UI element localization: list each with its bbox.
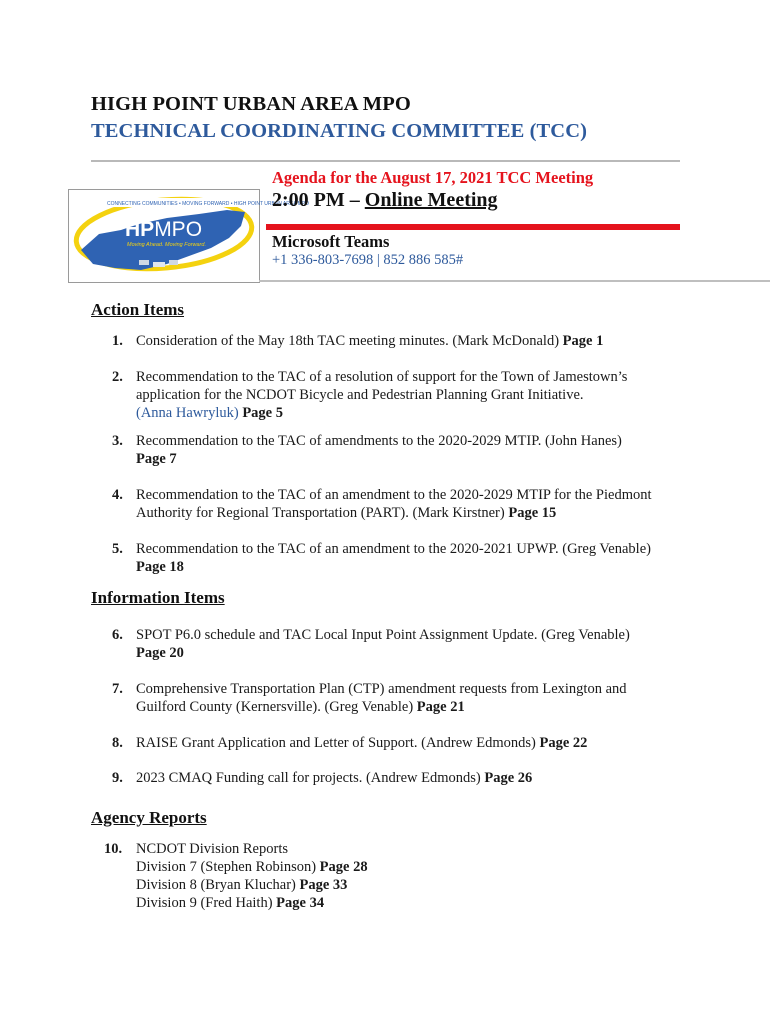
item-number: 10. <box>104 841 123 857</box>
item-text: Recommendation to the TAC of an amendment to the 2020-2029 MTIP for the Piedmont Authority for Regional Transportation (PART). (Mark Kirstner) <box>136 487 652 521</box>
item-text: Comprehensive Transportation Plan (CTP) amendment requests from Lexington and Guilford County (Kernersville). (Greg Venable) <box>136 681 627 715</box>
logo-graphic <box>69 190 310 282</box>
meeting-time-line <box>272 189 498 212</box>
meeting-divider <box>259 280 770 282</box>
logo-wordmark-mpo: MPO <box>154 218 203 241</box>
item-page: Page 33 <box>299 877 348 893</box>
item-text: NCDOT Division Reports <box>136 841 288 857</box>
item-page: Page 22 <box>539 735 588 751</box>
item-page: Page 21 <box>416 699 465 715</box>
division-report: Division 7 (Stephen Robinson) <box>136 859 317 875</box>
meeting-time: 2:00 PM – <box>272 189 360 211</box>
item-number: 8. <box>112 735 123 751</box>
item-number: 4. <box>112 487 123 503</box>
item-text: Consideration of the May 18th TAC meeting minutes. (Mark McDonald) <box>136 333 560 349</box>
item-text: Recommendation to the TAC of a resolution of support for the Town of Jamestown’s application for the NCDOT Bicycle and Pedestrian Planning Grant Initiative. <box>136 369 628 403</box>
item-presenter: (Anna Hawryluk) <box>136 405 239 421</box>
meeting-platform: Microsoft Teams <box>272 232 390 251</box>
item-number: 6. <box>112 627 123 643</box>
meeting-format: Online Meeting <box>364 189 498 211</box>
section-agency-reports: Agency Reports <box>91 808 207 827</box>
division-report: Division 9 (Fred Haith) <box>136 895 273 911</box>
hpmpo-logo <box>68 189 310 283</box>
section-action-items: Action Items <box>91 300 185 319</box>
agenda-date-line: Agenda for the August 17, 2021 TCC Meeting <box>272 168 594 187</box>
item-number: 5. <box>112 541 123 557</box>
item-text: Recommendation to the TAC of amendments to the 2020-2029 MTIP. (John Hanes) <box>136 433 622 449</box>
item-page: Page 26 <box>484 770 533 786</box>
item-page: Page 20 <box>136 645 184 661</box>
item-number: 1. <box>112 333 123 349</box>
item-text: Recommendation to the TAC of an amendment to the 2020-2021 UPWP. (Greg Venable) <box>136 541 651 557</box>
item-page: Page 7 <box>136 451 177 467</box>
svg-text:HPMPO <box>125 218 202 241</box>
item-page: Page 28 <box>319 859 368 875</box>
committee-title: TECHNICAL COORDINATING COMMITTEE (TCC) <box>91 120 588 142</box>
item-text: SPOT P6.0 schedule and TAC Local Input Point Assignment Update. (Greg Venable) <box>136 627 630 643</box>
logo-tagline: Moving Ahead. Moving Forward. <box>127 242 206 248</box>
accent-bar <box>266 224 680 230</box>
dial-in-number: +1 336-803-7698 | 852 886 585# <box>272 252 464 268</box>
item-text: 2023 CMAQ Funding call for projects. (Andrew Edmonds) <box>136 770 481 786</box>
organization-title: HIGH POINT URBAN AREA MPO <box>91 93 411 115</box>
item-number: 7. <box>112 681 123 697</box>
logo-wordmark-hp: HP <box>125 218 155 241</box>
division-report: Division 8 (Bryan Kluchar) <box>136 877 296 893</box>
item-number: 9. <box>112 770 123 786</box>
item-page: Page 5 <box>242 405 283 421</box>
item-text: RAISE Grant Application and Letter of Support. (Andrew Edmonds) <box>136 735 536 751</box>
section-information-items: Information Items <box>91 588 225 607</box>
header-divider <box>91 160 680 162</box>
item-page: Page 34 <box>276 895 325 911</box>
item-number: 2. <box>112 369 123 385</box>
item-page: Page 15 <box>508 505 557 521</box>
item-number: 3. <box>112 433 123 449</box>
item-page: Page 18 <box>136 559 184 575</box>
logo-ring-text: CONNECTING COMMUNITIES • MOVING FORWARD • HIGH POINT URBAN AREA MPO <box>107 201 310 207</box>
item-page: Page 1 <box>562 333 604 349</box>
